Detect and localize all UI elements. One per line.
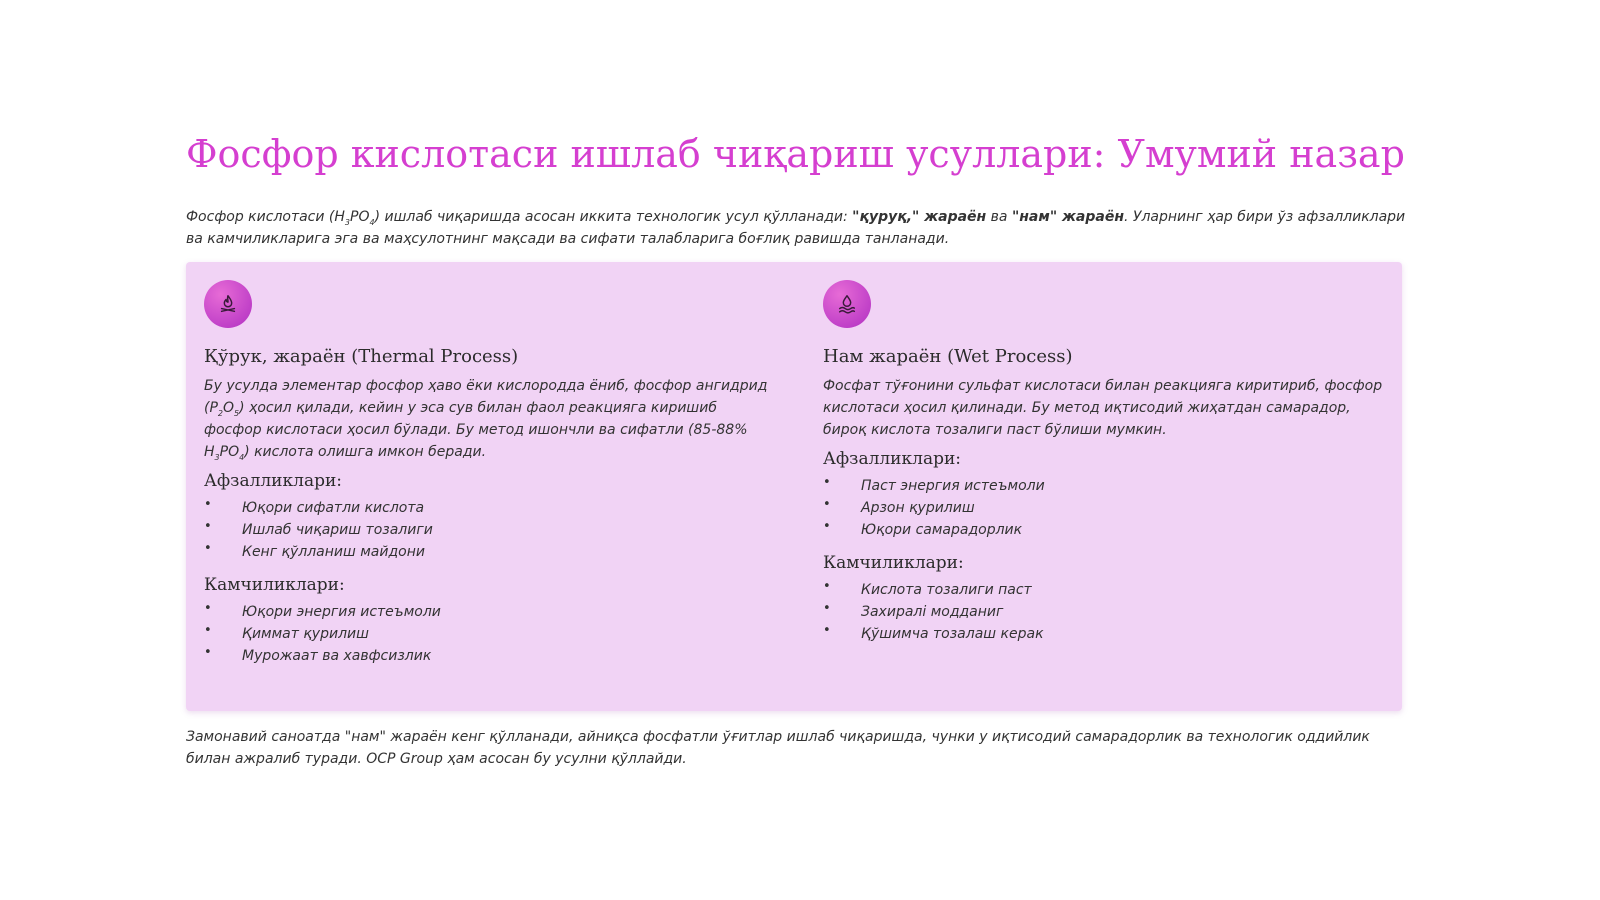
- wet-disadvantages-title: Камчиликлари:: [823, 553, 964, 573]
- list-item: • Қўшимча тозалаш керак: [823, 623, 1393, 645]
- intro-bold-term: "қуруқ," жараён: [852, 209, 987, 225]
- intro-bold-term: "нам" жараён: [1011, 209, 1125, 225]
- desc-text: ) ҳосил қилади, кейин у эса сув билан фаол реакцияга киришиб фосфор кислотаси ҳосил бўлади. Бу метод ишончли ва сифатли (85-88% H: [204, 400, 748, 460]
- intro-subscript: 3: [344, 217, 351, 227]
- thermal-process-column: [204, 280, 774, 679]
- list-item: • Юқори энергия истеъмоли: [204, 601, 774, 623]
- intro-paragraph: [186, 206, 1426, 250]
- wet-process-column: [823, 280, 1393, 657]
- flame-icon: [204, 280, 252, 328]
- desc-subscript: 3: [214, 452, 220, 462]
- wet-disadvantages-list: [823, 579, 1393, 645]
- list-item: • Кислота тозалиги паст: [823, 579, 1393, 601]
- comparison-panel: [186, 262, 1402, 711]
- wet-description: Фосфат тўғонини сульфат кислотаси билан реакцияга киритириб, фосфор кислотаси ҳосил қилинади. Бу метод иқтисодий жиҳатдан самарадор, бироқ кислота тозалиги паст бўлиши мумкин.: [823, 378, 1383, 438]
- desc-text: O: [223, 400, 235, 416]
- desc-subscript: 2: [217, 408, 223, 418]
- list-item: • Юқори сифатли кислота: [204, 497, 774, 519]
- thermal-disadvantages-title: Камчиликлари:: [204, 575, 345, 595]
- desc-text: Бу усулда элементар фосфор ҳаво ёки кислородда ёниб, фосфор ангидрид (P: [204, 378, 768, 416]
- wet-advantages-list: [823, 475, 1393, 541]
- wet-heading: Нам жараён (Wet Process): [823, 346, 1073, 367]
- list-item: • Захиралi модданиг: [823, 601, 1393, 623]
- intro-subscript: 4: [369, 217, 375, 227]
- thermal-advantages-title: Афзалликлари:: [204, 471, 343, 491]
- desc-subscript: 4: [239, 452, 245, 462]
- list-item: • Қиммат қурилиш: [204, 623, 774, 645]
- list-item: • Арзон қурилиш: [823, 497, 1393, 519]
- intro-text: ва: [986, 209, 1012, 225]
- desc-text: ) кислота олишга имкон беради.: [244, 444, 487, 460]
- list-item: • Кенг қўлланиш майдони: [204, 541, 774, 563]
- desc-text: PO: [219, 444, 240, 460]
- list-item: • Ишлаб чиқариш тозалиги: [204, 519, 774, 541]
- list-item: • Мурожаат ва хавфсизлик: [204, 645, 774, 667]
- list-item: • Паст энергия истеъмоли: [823, 475, 1393, 497]
- intro-text: PO: [350, 209, 370, 225]
- wet-advantages-title: Афзалликлари:: [823, 449, 962, 469]
- list-item: • Юқори самарадорлик: [823, 519, 1393, 541]
- thermal-heading: Қўрук, жараён (Thermal Process): [204, 346, 519, 367]
- desc-subscript: 5: [234, 408, 240, 418]
- page-title: Фосфор кислотаси ишлаб чиқариш усуллари: Умумий назар: [186, 132, 1405, 176]
- footer-note: Замонавий саноатда "нам" жараён кенг қўлланади, айниқса фосфатли ўғитлар ишлаб чиқаришда, чунки у иқтисодий самарадорлик ва технологик оддийлик билан ажралиб туради. OCP Group ҳам асосан бу усулни қўллайди.: [186, 729, 1370, 767]
- intro-text: ) ишлаб чиқаришда асосан иккита технологик усул қўлланади:: [374, 209, 853, 225]
- thermal-description: [204, 375, 774, 463]
- thermal-advantages-list: [204, 497, 774, 563]
- intro-text: Фосфор кислотаси (H: [186, 209, 345, 225]
- water-drop-icon: [823, 280, 871, 328]
- thermal-disadvantages-list: [204, 601, 774, 667]
- intro-text: . Уларнинг ҳар бири ўз афзалликлари ва камчиликларига эга ва маҳсулотнинг мақсади ва сифати талабларига боғлиқ равишда танланади.: [186, 209, 1406, 247]
